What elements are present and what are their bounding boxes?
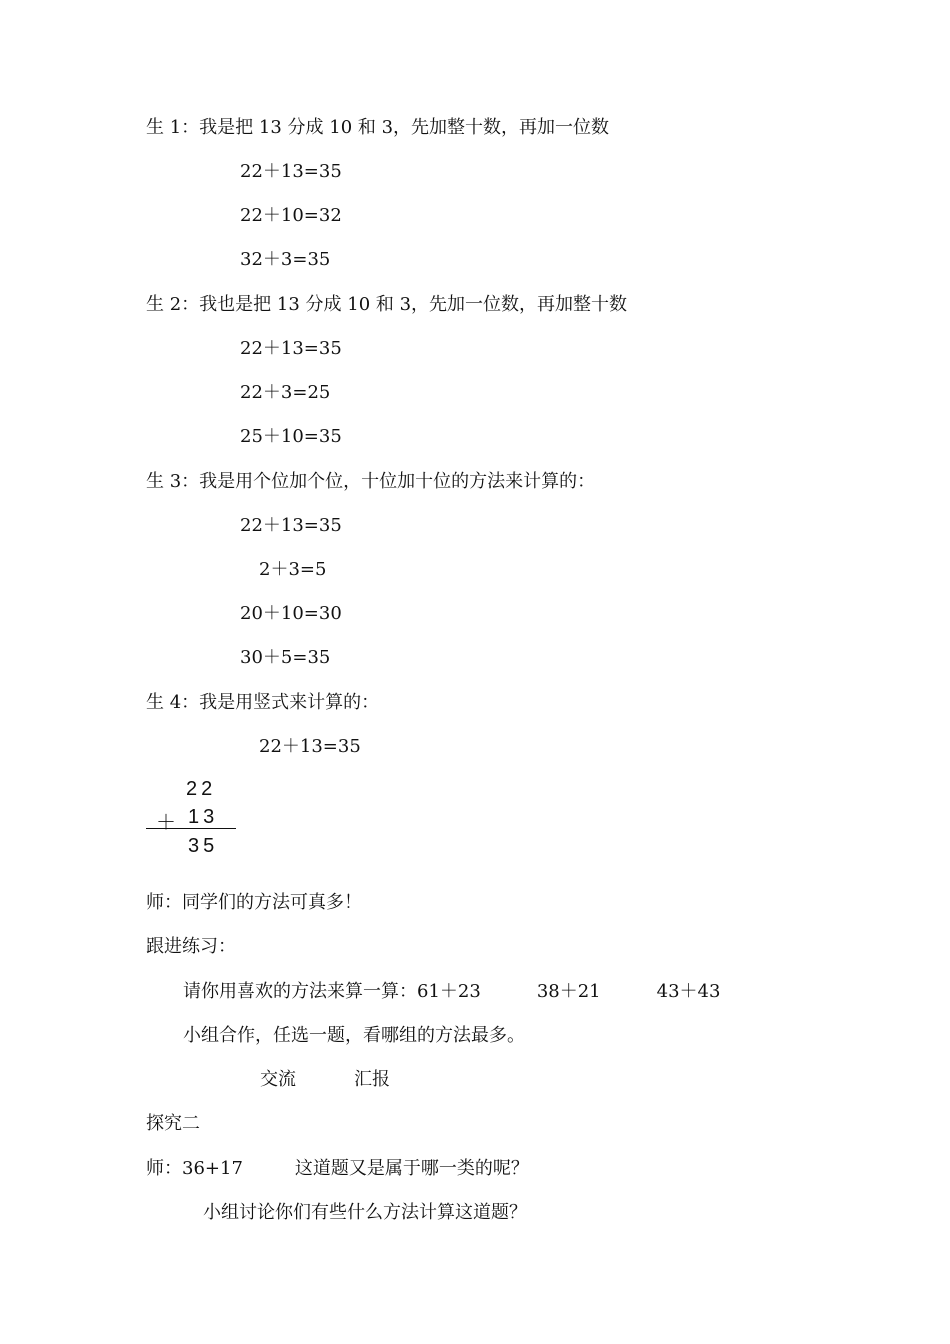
- vertical-plus-sign: ＋: [156, 812, 180, 834]
- report-label: 汇报: [354, 1069, 390, 1090]
- equation: 22＋10=32: [240, 205, 342, 226]
- teacher-question: [146, 1157, 529, 1181]
- teacher-remark: 师：同学们的方法可真多！: [146, 892, 362, 913]
- vertical-result: 35: [188, 835, 219, 857]
- equation: 20＋10=30: [240, 603, 342, 624]
- exchange-report: [260, 1068, 390, 1092]
- vertical-addition: [146, 776, 246, 866]
- vertical-sum-line: [146, 828, 236, 829]
- teacher-question-text: 这道题又是属于哪一类的呢？: [294, 1158, 529, 1179]
- equation: 30＋5=35: [240, 647, 331, 668]
- equation: 2＋3=5: [259, 559, 327, 580]
- student3-statement: 生 3：我是用个位加个位，十位加十位的方法来计算的：: [146, 471, 596, 492]
- equation: 25＋10=35: [240, 426, 342, 447]
- equation: 22＋13=35: [259, 736, 361, 757]
- practice-problem-3: 43＋43: [656, 981, 721, 1002]
- equation: 32＋3=35: [240, 249, 331, 270]
- group-discussion: 小组讨论你们有些什么方法计算这道题？: [203, 1202, 527, 1223]
- equation: 22＋13=35: [240, 338, 342, 359]
- equation: 22＋13=35: [240, 161, 342, 182]
- vertical-second-number: 13: [188, 806, 219, 828]
- practice-heading: 跟进练习：: [146, 936, 236, 957]
- exchange-label: 交流: [260, 1069, 296, 1090]
- equation: 22＋3=25: [240, 382, 331, 403]
- student2-statement: 生 2：我也是把 13 分成 10 和 3，先加一位数，再加整十数: [146, 294, 628, 315]
- vertical-top-number: 22: [186, 778, 217, 800]
- practice-problem-1: 请你用喜欢的方法来算一算：61＋23: [183, 981, 481, 1002]
- student4-statement: 生 4：我是用竖式来计算的：: [146, 692, 380, 713]
- practice-task: [183, 980, 720, 1004]
- student1-statement: 生 1：我是把 13 分成 10 和 3，先加整十数，再加一位数: [146, 117, 610, 138]
- practice-problem-2: 38＋21: [536, 981, 601, 1002]
- equation: 22＋13=35: [240, 515, 342, 536]
- teacher-problem: 师：36+17: [146, 1158, 243, 1179]
- group-task: 小组合作，任选一题，看哪组的方法最多。: [183, 1025, 525, 1046]
- section-heading: 探究二: [146, 1113, 200, 1134]
